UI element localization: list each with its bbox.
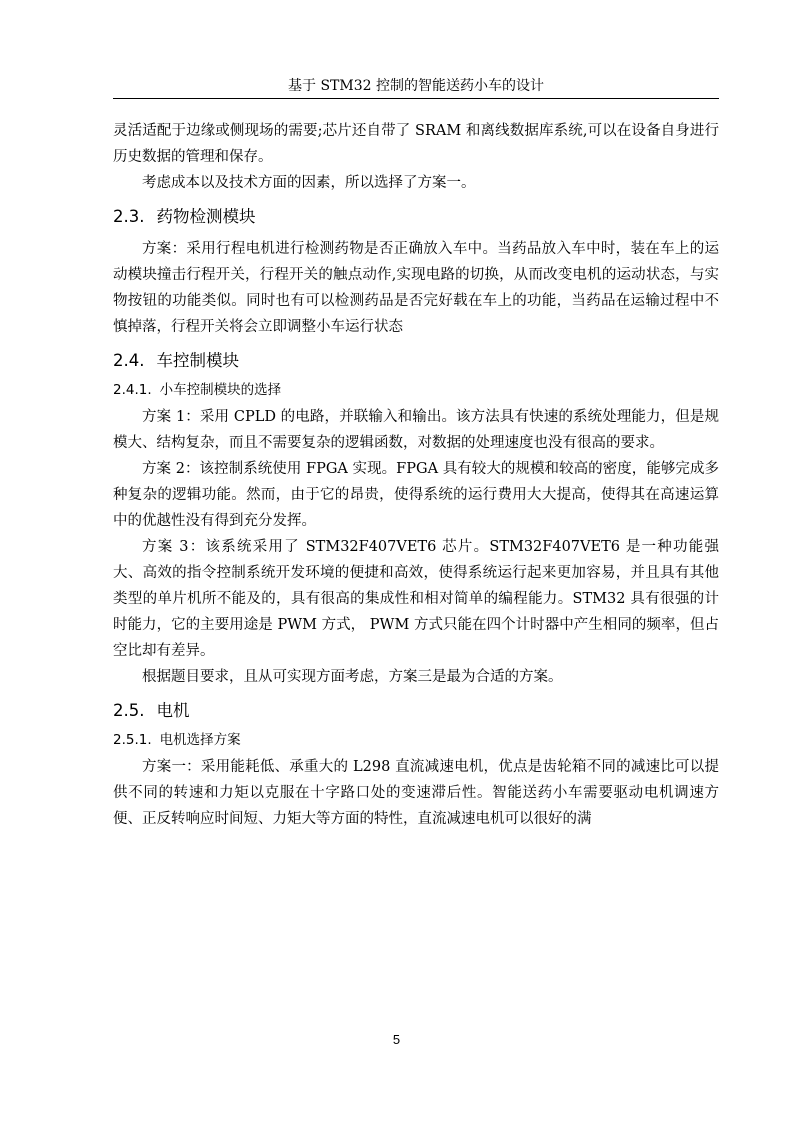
header-rule xyxy=(113,98,719,99)
heading-2-4-1 xyxy=(113,380,719,400)
heading-title: 药物检测模块 xyxy=(156,207,256,226)
heading-2-5 xyxy=(113,700,719,722)
heading-number: 2.5.1. xyxy=(113,732,152,748)
heading-title: 电机选择方案 xyxy=(159,732,241,748)
heading-2-4 xyxy=(113,350,719,372)
page-content xyxy=(113,118,719,832)
paragraph-2-3: 方案：采用行程电机进行检测药物是否正确放入车中。当药品放入车中时，装在车上的运动模块撞击行程开关，行程开关的触点动作,实现电路的切换，从而改变电机的运动状态，与实物按钮的功能类似。同时也有可以检测药品是否完好载在车上的功能，当药品在运输过程中不慎掉落，行程开关将会立即调整小车运行状态 xyxy=(113,241,719,335)
heading-number: 2.4.1. xyxy=(113,382,152,398)
heading-title: 电机 xyxy=(156,701,190,720)
heading-number: 2.4. xyxy=(113,351,145,370)
page-number: 5 xyxy=(392,1032,401,1047)
paragraph-scheme-1: 方案 1：采用 CPLD 的电路，并联输入和输出。该方法具有快速的系统处理能力，但是规模大、结构复杂，而且不需要复杂的逻辑函数，对数据的处理速度也没有很高的要求。 xyxy=(113,409,719,451)
heading-number: 2.5. xyxy=(113,701,145,720)
heading-2-3 xyxy=(113,206,719,228)
heading-number: 2.3. xyxy=(113,207,145,226)
paragraph-choice: 考虑成本以及技术方面的因素，所以选择了方案一。 xyxy=(142,175,476,191)
paragraph-scheme-3: 方案 3：该系统采用了 STM32F407VET6 芯片。STM32F407VET6 是一种功能强大、高效的指令控制系统开发环境的便捷和高效，使得系统运行起来更加容易，并且具有其他类型的单片机所不能及的，具有很高的集成性和相对简单的编程能力。STM32 具有很强的计时能力，它的主要用途是 PWM 方式， PWM 方式只能在四个计时器中产生相同的频率，但占空比却有差异。 xyxy=(113,539,719,659)
paragraph-continued: 灵活适配于边缘或侧现场的需要;芯片还自带了 SRAM 和离线数据库系统,可以在设备自身进行历史数据的管理和保存。 xyxy=(113,123,719,165)
paragraph-conclusion: 根据题目要求，且从可实现方面考虑，方案三是最为合适的方案。 xyxy=(142,669,563,685)
paragraph-motor-scheme-1: 方案一：采用能耗低、承重大的 L298 直流减速电机，优点是齿轮箱不同的减速比可以提供不同的转速和力矩以克服在十字路口处的变速滞后性。智能送药小车需要驱动电机调速方便、正反转响应时间短、力矩大等方面的特性，直流减速电机可以很好的满 xyxy=(113,759,719,827)
heading-title: 车控制模块 xyxy=(156,351,239,370)
running-header: 基于 STM32 控制的智能送药小车的设计 xyxy=(288,78,544,94)
heading-title: 小车控制模块的选择 xyxy=(159,382,282,398)
heading-2-5-1 xyxy=(113,730,719,750)
paragraph-scheme-2: 方案 2：该控制系统使用 FPGA 实现。FPGA 具有较大的规模和较高的密度，能够完成多种复杂的逻辑功能。然而，由于它的昂贵，使得系统的运行费用大大提高，使得其在高速运算中的优越性没有得到充分发挥。 xyxy=(113,461,719,529)
